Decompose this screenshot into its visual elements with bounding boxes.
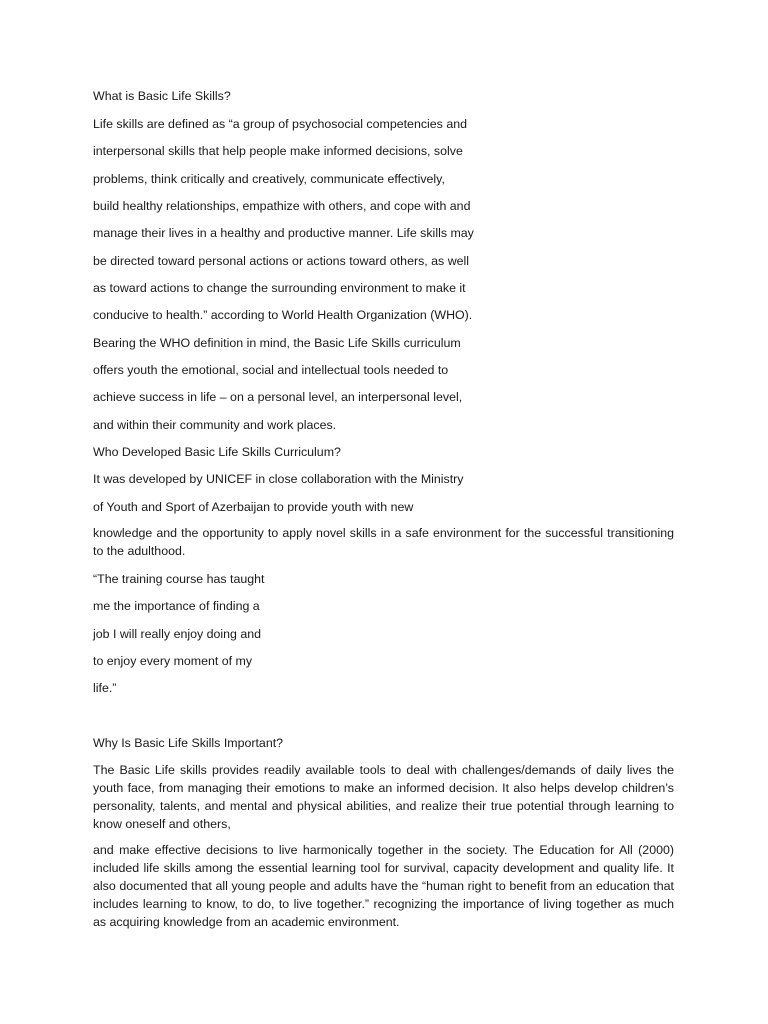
what-line: problems, think critically and creatively, communicate effectively, — [93, 172, 445, 186]
quote-line: life.” — [93, 681, 117, 695]
what-line: as toward actions to change the surrounding environment to make it — [93, 281, 466, 295]
what-line: be directed toward personal actions or actions toward others, as well — [93, 254, 470, 268]
heading-who-developed: Who Developed Basic Life Skills Curriculum? — [93, 445, 341, 459]
quote-line: “The training course has taught — [93, 572, 265, 586]
what-line: conducive to health.” according to World Health Organization (WHO). — [93, 308, 473, 322]
quote-line: job I will really enjoy doing and — [93, 627, 262, 641]
who-paragraph: knowledge and the opportunity to apply novel skills in a safe environment for the successful transitioning to the adulthood. — [93, 526, 674, 558]
what-line: manage their lives in a healthy and productive manner. Life skills may — [93, 226, 474, 240]
quote-line: me the importance of finding a — [93, 599, 260, 613]
what-line: offers youth the emotional, social and intellectual tools needed to — [93, 363, 449, 377]
what-line: Bearing the WHO definition in mind, the Basic Life Skills curriculum — [93, 336, 461, 350]
what-line: and within their community and work places. — [93, 418, 337, 432]
who-line: of Youth and Sport of Azerbaijan to provide youth with new — [93, 500, 414, 514]
who-line: It was developed by UNICEF in close collaboration with the Ministry — [93, 472, 464, 486]
why-paragraph-1: The Basic Life skills provides readily available tools to deal with challenges/demands of daily lives the youth face, from managing their emotions to make an informed decision. It also helps develop children’s personality, talents, and mental and physical abilities, and realize their true potential through learning to know oneself and others, — [93, 763, 674, 831]
what-line: achieve success in life – on a personal level, an interpersonal level, — [93, 390, 463, 404]
quote-line: to enjoy every moment of my — [93, 654, 253, 668]
what-line: build healthy relationships, empathize with others, and cope with and — [93, 199, 471, 213]
why-paragraph-2: and make effective decisions to live harmonically together in the society. The Education for All (2000) included life skills among the essential learning tool for survival, capacity development and quality life. It also documented that all young people and adults have the “human right to benefit from an education that includes learning to know, to do, to live together.” recognizing the importance of living together as much as acquiring knowledge from an academic environment. — [93, 843, 674, 929]
what-line: interpersonal skills that help people make informed decisions, solve — [93, 144, 463, 158]
heading-why-important: Why Is Basic Life Skills Important? — [93, 736, 284, 750]
what-line: Life skills are defined as “a group of psychosocial competencies and — [93, 117, 467, 131]
heading-what-is-basic-life-skills: What is Basic Life Skills? — [93, 89, 231, 103]
